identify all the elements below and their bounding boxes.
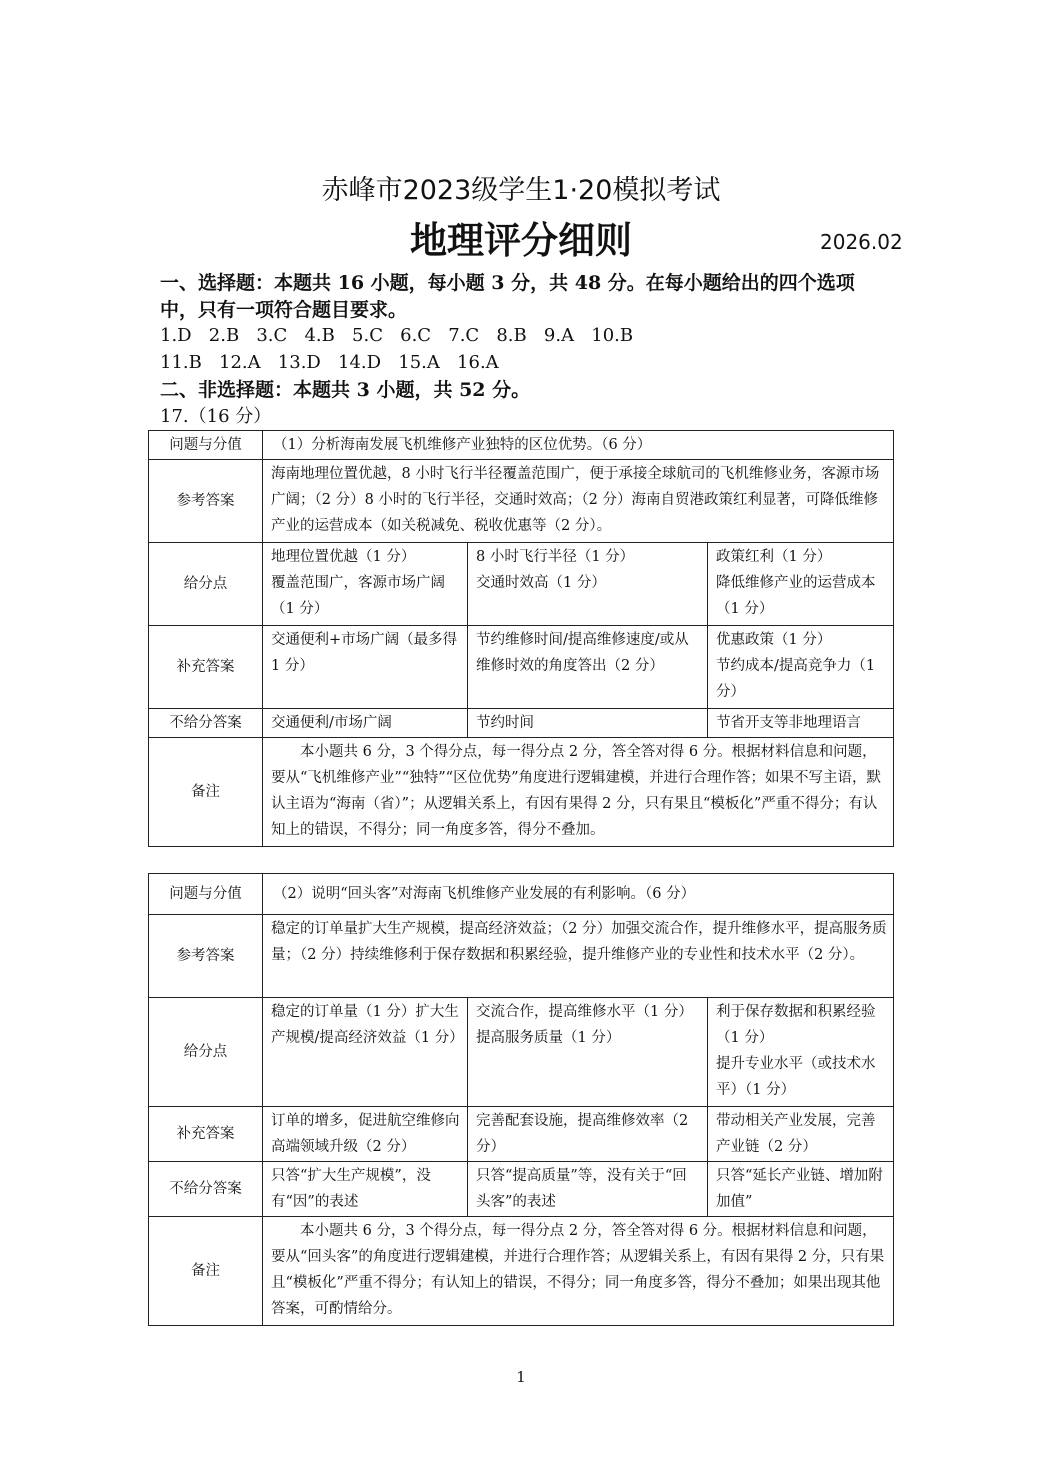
question-17-label: 17.（16 分） [160, 406, 272, 427]
section1-heading [160, 270, 900, 324]
section1-heading-line2: 中，只有一项符合题目要求。 [160, 299, 408, 321]
no-credit-cell: 节约时间 [468, 709, 708, 738]
section2-heading: 二、非选择题：本题共 3 小题，共 52 分。 [160, 379, 531, 401]
note-text: 本小题共 6 分，3 个得分点，每一得分点 2 分，答全答对得 6 分。根据材料信息和问题，要从“回头客”的角度进行逻辑建模，并进行合理作答；从逻辑关系上，有因有果得 2 分，只有果且“模板化”严重不得分；有认知上的错误，不得分；同一角度多答，得分不叠加；如果出现其他答案，可酌情给分。 [263, 1217, 894, 1326]
table-row [149, 626, 894, 709]
table-row [149, 543, 894, 626]
supplement-cell: 优惠政策（1 分） 节约成本/提高竞争力（1 分） [708, 626, 894, 709]
document-title: 地理评分细则 [410, 219, 632, 262]
note-text: 本小题共 6 分，3 个得分点，每一得分点 2 分，答全答对得 6 分。根据材料信息和问题，要从“飞机维修产业”“独特”“区位优势”角度进行逻辑建模，并进行合理作答；如果不写主语，默认主语为“海南（省）”；从逻辑关系上，有因有果得 2 分，只有果且“模板化”严重不得分；有认知上的错误，不得分；同一角度多答，得分不叠加。 [263, 738, 894, 847]
exam-title: 赤峰市2023级学生1·20模拟考试 [321, 175, 721, 206]
row-label-reference: 参考答案 [149, 460, 263, 543]
question-text: （2）说明“回头客”对海南飞机维修产业发展的有利影响。（6 分） [263, 874, 894, 915]
scoring-point-cell: 政策红利（1 分） 降低维修产业的运营成本（1 分） [708, 543, 894, 626]
row-label-no-credit: 不给分答案 [149, 709, 263, 738]
reference-answer: 海南地理位置优越，8 小时飞行半径覆盖范围广，便于承接全球航司的飞机维修业务，客源市场广阔；（2 分）8 小时的飞行半径，交通时效高；（2 分）海南自贸港政策红利显著，可降低维修产业的运营成本（如关税减免、税收优惠等（2 分）。 [263, 460, 894, 543]
row-label-supplement: 补充答案 [149, 626, 263, 709]
reference-answer: 稳定的订单量扩大生产规模，提高经济效益；（2 分）加强交流合作，提升维修水平，提高服务质量；（2 分）持续维修利于保存数据和积累经验，提升维修产业的专业性和技术水平（2 分）。 [263, 915, 894, 998]
row-label-points: 给分点 [149, 998, 263, 1107]
document-date: 2026.02 [820, 230, 903, 254]
no-credit-cell: 只答“扩大生产规模”，没有“因”的表述 [263, 1162, 468, 1217]
page-number: 1 [516, 1368, 526, 1386]
choice-answers-row2: 11.B 12.A 13.D 14.D 15.A 16.A [160, 352, 499, 373]
table-row [149, 709, 894, 738]
table-row [149, 915, 894, 998]
row-label-question: 问题与分值 [149, 431, 263, 460]
section1-heading-line1: 一、选择题：本题共 16 小题，每小题 3 分，共 48 分。在每小题给出的四个选项 [160, 272, 855, 294]
supplement-cell: 订单的增多，促进航空维修向高端领域升级（2 分） [263, 1107, 468, 1162]
choice-answers-row1: 1.D 2.B 3.C 4.B 5.C 6.C 7.C 8.B 9.A 10.B [160, 325, 634, 346]
no-credit-cell: 交通便利/市场广阔 [263, 709, 468, 738]
table-row [149, 1217, 894, 1326]
no-credit-cell: 节省开支等非地理语言 [708, 709, 894, 738]
row-label-no-credit: 不给分答案 [149, 1162, 263, 1217]
supplement-cell: 带动相关产业发展，完善产业链（2 分） [708, 1107, 894, 1162]
table-row [149, 460, 894, 543]
supplement-cell: 交通便利+市场广阔（最多得 1 分） [263, 626, 468, 709]
scoring-point-cell: 利于保存数据和积累经验（1 分） 提升专业水平（或技术水平）（1 分） [708, 998, 894, 1107]
row-label-points: 给分点 [149, 543, 263, 626]
supplement-cell: 节约维修时间/提高维修速度/或从维修时效的角度答出（2 分） [468, 626, 708, 709]
scoring-point-cell: 8 小时飞行半径（1 分） 交通时效高（1 分） [468, 543, 708, 626]
supplement-cell: 完善配套设施，提高维修效率（2 分） [468, 1107, 708, 1162]
table-row [149, 998, 894, 1107]
table-row [149, 874, 894, 915]
no-credit-cell: 只答“提高质量”等，没有关于“回头客”的表述 [468, 1162, 708, 1217]
scoring-table-1 [148, 430, 894, 847]
question-text: （1）分析海南发展飞机维修产业独特的区位优势。（6 分） [263, 431, 894, 460]
table-row [149, 431, 894, 460]
row-label-reference: 参考答案 [149, 915, 263, 998]
no-credit-cell: 只答“延长产业链、增加附加值” [708, 1162, 894, 1217]
table-row [149, 1107, 894, 1162]
scoring-point-cell: 地理位置优越（1 分） 覆盖范围广，客源市场广阔（1 分） [263, 543, 468, 626]
row-label-supplement: 补充答案 [149, 1107, 263, 1162]
row-label-note: 备注 [149, 738, 263, 847]
row-label-note: 备注 [149, 1217, 263, 1326]
scoring-point-cell: 交流合作，提高维修水平（1 分） 提高服务质量（1 分） [468, 998, 708, 1107]
table-row [149, 1162, 894, 1217]
scoring-point-cell: 稳定的订单量（1 分）扩大生产规模/提高经济效益（1 分） [263, 998, 468, 1107]
table-row [149, 738, 894, 847]
row-label-question: 问题与分值 [149, 874, 263, 915]
scoring-table-2 [148, 873, 894, 1326]
